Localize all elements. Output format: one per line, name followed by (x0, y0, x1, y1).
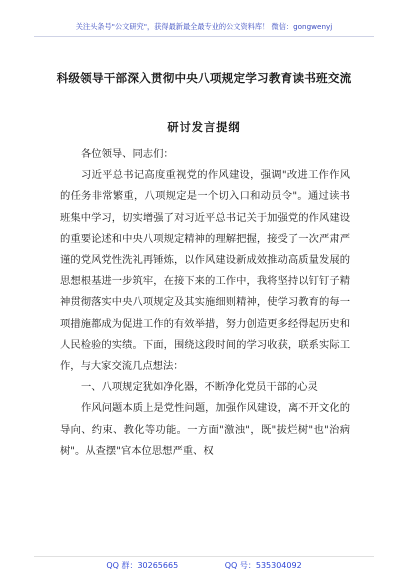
body-paragraph-intro: 习近平总书记高度重视党的作风建设，强调"改进工作作风的任务非常繁重，八项规定是一个切入口和动员令"。通过读书班集中学习，切实增强了对习近平总书记关于加强党的作风建设的重要论述和中央八项规定精神的理解把握，接受了一次严肃严谨的党风党性洗礼再锤炼，以作风建设新成效推动高质量发展的思想根基进一步筑牢，在接下来的工作中，我将坚持以钉钉子精神贯彻落实中央八项规定及其实施细则精神，使学习教育的每一项措施都成为促进工作的有效举措，努力创造更多经得起历史和人民检验的实绩。下面，围绕这段时间的学习收获，联系实际工作，与大家交流几点想法： (60, 169, 350, 373)
header-divider (34, 36, 374, 37)
footer-qq-number: QQ 号：535304092 (224, 561, 302, 570)
document-title: 科级领导干部深入贯彻中央八项规定学习教育读书班交流 (56, 71, 352, 85)
document-subtitle: 研讨发言提纲 (167, 120, 241, 134)
document-body (60, 144, 350, 462)
footer-divider (34, 556, 374, 557)
header-banner: 关注头条号"公文研究"，获得最新最全最专业的公文资料库！ 微信：gongwenyj (75, 22, 333, 31)
body-paragraph-section-1: 作风问题本质上是党性问题，加强作风建设，离不开文化的导向、约束、教化等功能。一方面"激浊"，既"拔烂树"也"治病树"。从查摆"官本位思想严重、权 (60, 402, 350, 457)
salutation: 各位领导、同志们： (81, 148, 174, 160)
footer-qq-group: QQ 群：30265665 (106, 561, 179, 570)
footer (0, 560, 408, 571)
section-heading-1: 一、八项规定犹如净化器，不断净化党员干部的心灵 (81, 381, 318, 394)
